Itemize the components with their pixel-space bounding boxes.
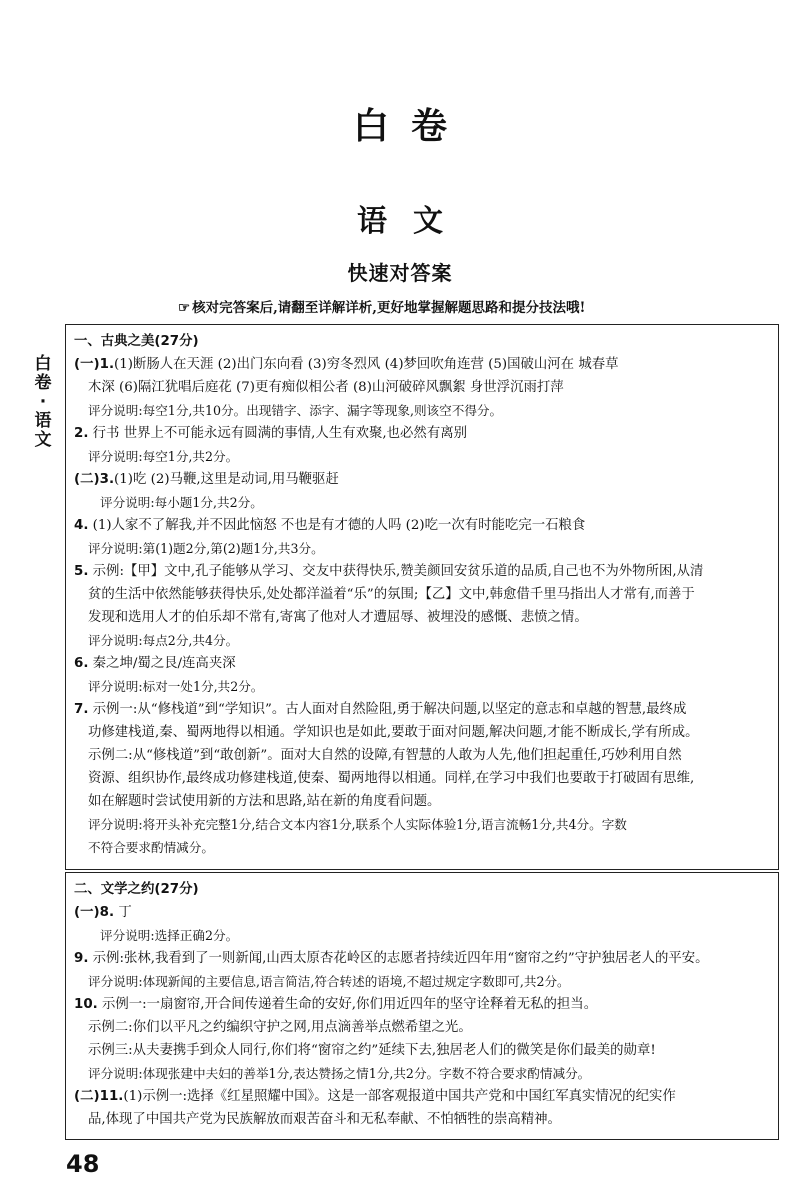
answer-text: 丁 bbox=[118, 905, 132, 920]
subject-title: 语文 bbox=[357, 204, 469, 239]
answer-line bbox=[74, 993, 770, 1016]
question-label: 6. bbox=[74, 656, 89, 671]
question-label: 2. bbox=[74, 426, 89, 441]
question-label: (二)3. bbox=[74, 472, 115, 487]
answer-line: 如在解题时尝试使用新的方法和思路,站在新的角度看问题。 bbox=[88, 794, 441, 809]
answer-line: 发现和选用人才的伯乐却不常有,寄寓了他对人才遭屈辱、被埋没的感慨、悲愤之情。 bbox=[88, 610, 588, 625]
quick-answer-title: 快速对答案 bbox=[347, 261, 453, 285]
answer-text: (1)吃 (2)马鞭,这里是动词,用马鞭驱赶 bbox=[114, 472, 339, 487]
answer-text: (1)人家不了解我,并不因此恼怒 不也是有才德的人吗 (2)吃一次有时能吃完一石粮食 bbox=[92, 518, 586, 533]
answer-line bbox=[74, 901, 770, 924]
answer-line: 功修建栈道,秦、蜀两地得以相通。学知识也是如此,要敢于面对问题,解决问题,才能不断成长,学有所成。 bbox=[88, 725, 699, 740]
answer-text: (1)示例一:选择《红星照耀中国》。这是一部客观报道中国共产党和中国红军真实情况的纪实作 bbox=[123, 1089, 676, 1104]
scoring-note: 评分说明:体现张建中夫妇的善举1分,表达赞扬之情1分,共2分。字数不符合要求酌情减分。 bbox=[88, 1066, 591, 1081]
scoring-note: 评分说明:选择正确2分。 bbox=[100, 928, 239, 943]
answer-line: 木深 (6)隔江犹唱后庭花 (7)更有痴似相公者 (8)山河破碎风飘絮 身世浮沉雨打萍 bbox=[88, 380, 564, 395]
question-label: (一)1. bbox=[74, 357, 115, 372]
scoring-note: 评分说明:体现新闻的主要信息,语言简洁,符合转述的语境,不超过规定字数即可,共2分。 bbox=[88, 974, 570, 989]
side-tab-text1: 白卷 bbox=[34, 354, 52, 393]
question-label: 7. bbox=[74, 702, 89, 717]
scoring-note: 评分说明:第(1)题2分,第(2)题1分,共3分。 bbox=[88, 541, 324, 556]
answer-line: 示例二:你们以平凡之约编织守护之网,用点滴善举点燃希望之光。 bbox=[88, 1020, 472, 1035]
section-heading: 二、文学之约(27分) bbox=[74, 882, 199, 897]
answer-line bbox=[74, 652, 770, 675]
answer-line bbox=[74, 1085, 770, 1108]
answer-text: 示例:张林,我看到了一则新闻,山西太原杏花岭区的志愿者持续近四年用“窗帘之约”守护独居老人的平安。 bbox=[92, 951, 709, 966]
answer-text: 示例:【甲】文中,孔子能够从学习、交友中获得快乐,赞美颜回安贫乐道的品质,自己也不为外物所困,从清 bbox=[92, 564, 704, 579]
answer-line bbox=[74, 353, 770, 376]
answer-line: 品,体现了中国共产党为民族解放而艰苦奋斗和无私奉献、不怕牺牲的崇高精神。 bbox=[88, 1112, 561, 1127]
page-number: 48 bbox=[66, 1150, 100, 1178]
answer-line bbox=[74, 514, 770, 537]
answer-line bbox=[74, 947, 770, 970]
side-tab-dot: · bbox=[39, 392, 47, 412]
question-label: 9. bbox=[74, 951, 89, 966]
answer-line bbox=[74, 698, 770, 721]
answer-text: 示例一:从“修栈道”到“学知识”。古人面对自然险阻,勇于解决问题,以坚定的意志和卓越的智慧,最终成 bbox=[92, 702, 687, 717]
answer-text: 秦之坤/蜀之艮/连高夹深 bbox=[92, 656, 236, 671]
question-label: 5. bbox=[74, 564, 89, 579]
scoring-note: 评分说明:每空1分,共10分。出现错字、添字、漏字等现象,则该空不得分。 bbox=[88, 403, 503, 418]
scoring-note: 不符合要求酌情减分。 bbox=[88, 840, 214, 855]
answer-box-part2 bbox=[65, 872, 779, 1140]
answer-line bbox=[74, 560, 770, 583]
answer-box-part1 bbox=[65, 324, 779, 870]
scoring-note: 评分说明:每空1分,共2分。 bbox=[88, 449, 239, 464]
answer-line bbox=[74, 422, 770, 445]
answer-line: 资源、组织协作,最终成功修建栈道,使秦、蜀两地得以相通。同样,在学习中我们也要敢于打破固有思维, bbox=[88, 771, 695, 786]
tip-text: 核对完答案后,请翻至详解详析,更好地掌握解题思路和提分技法哦! bbox=[192, 300, 586, 316]
answer-line bbox=[74, 468, 770, 491]
question-label: (一)8. bbox=[74, 905, 115, 920]
pointing-hand-icon: ☞ bbox=[178, 300, 191, 316]
answer-text: (1)断肠人在天涯 (2)出门东向看 (3)穷冬烈风 (4)梦回吹角连营 (5)国破山河在 城春草 bbox=[114, 357, 619, 372]
question-label: 10. bbox=[74, 997, 98, 1012]
scoring-note: 评分说明:将开头补充完整1分,结合文本内容1分,联系个人实际体验1分,语言流畅1分,共4分。字数 bbox=[88, 817, 627, 832]
tip-line bbox=[178, 296, 585, 316]
question-label: (二)11. bbox=[74, 1089, 124, 1104]
side-tab-text2: 语文 bbox=[34, 411, 52, 450]
side-tab bbox=[34, 355, 52, 450]
answer-line: 示例二:从“修栈道”到“敢创新”。面对大自然的设障,有智慧的人敢为人先,他们担起重任,巧妙利用自然 bbox=[88, 748, 682, 763]
scoring-note: 评分说明:标对一处1分,共2分。 bbox=[88, 679, 264, 694]
scoring-note: 评分说明:每点2分,共4分。 bbox=[88, 633, 239, 648]
answer-text: 行书 世界上不可能永远有圆满的事情,人生有欢聚,也必然有离别 bbox=[92, 426, 467, 441]
question-label: 4. bbox=[74, 518, 89, 533]
answer-line: 贫的生活中依然能够获得快乐,处处都洋溢着“乐”的氛围;【乙】文中,韩愈借千里马指出人才常有,而善于 bbox=[88, 587, 695, 602]
page-title: 白卷 bbox=[352, 105, 469, 147]
scoring-note: 评分说明:每小题1分,共2分。 bbox=[100, 495, 263, 510]
answer-line: 示例三:从夫妻携手到众人同行,你们将“窗帘之约”延续下去,独居老人们的微笑是你们最美的勋章! bbox=[88, 1043, 656, 1058]
answer-text: 示例一:一扇窗帘,开合间传递着生命的安好,你们用近四年的坚守诠释着无私的担当。 bbox=[102, 997, 598, 1012]
section-heading: 一、古典之美(27分) bbox=[74, 334, 199, 349]
